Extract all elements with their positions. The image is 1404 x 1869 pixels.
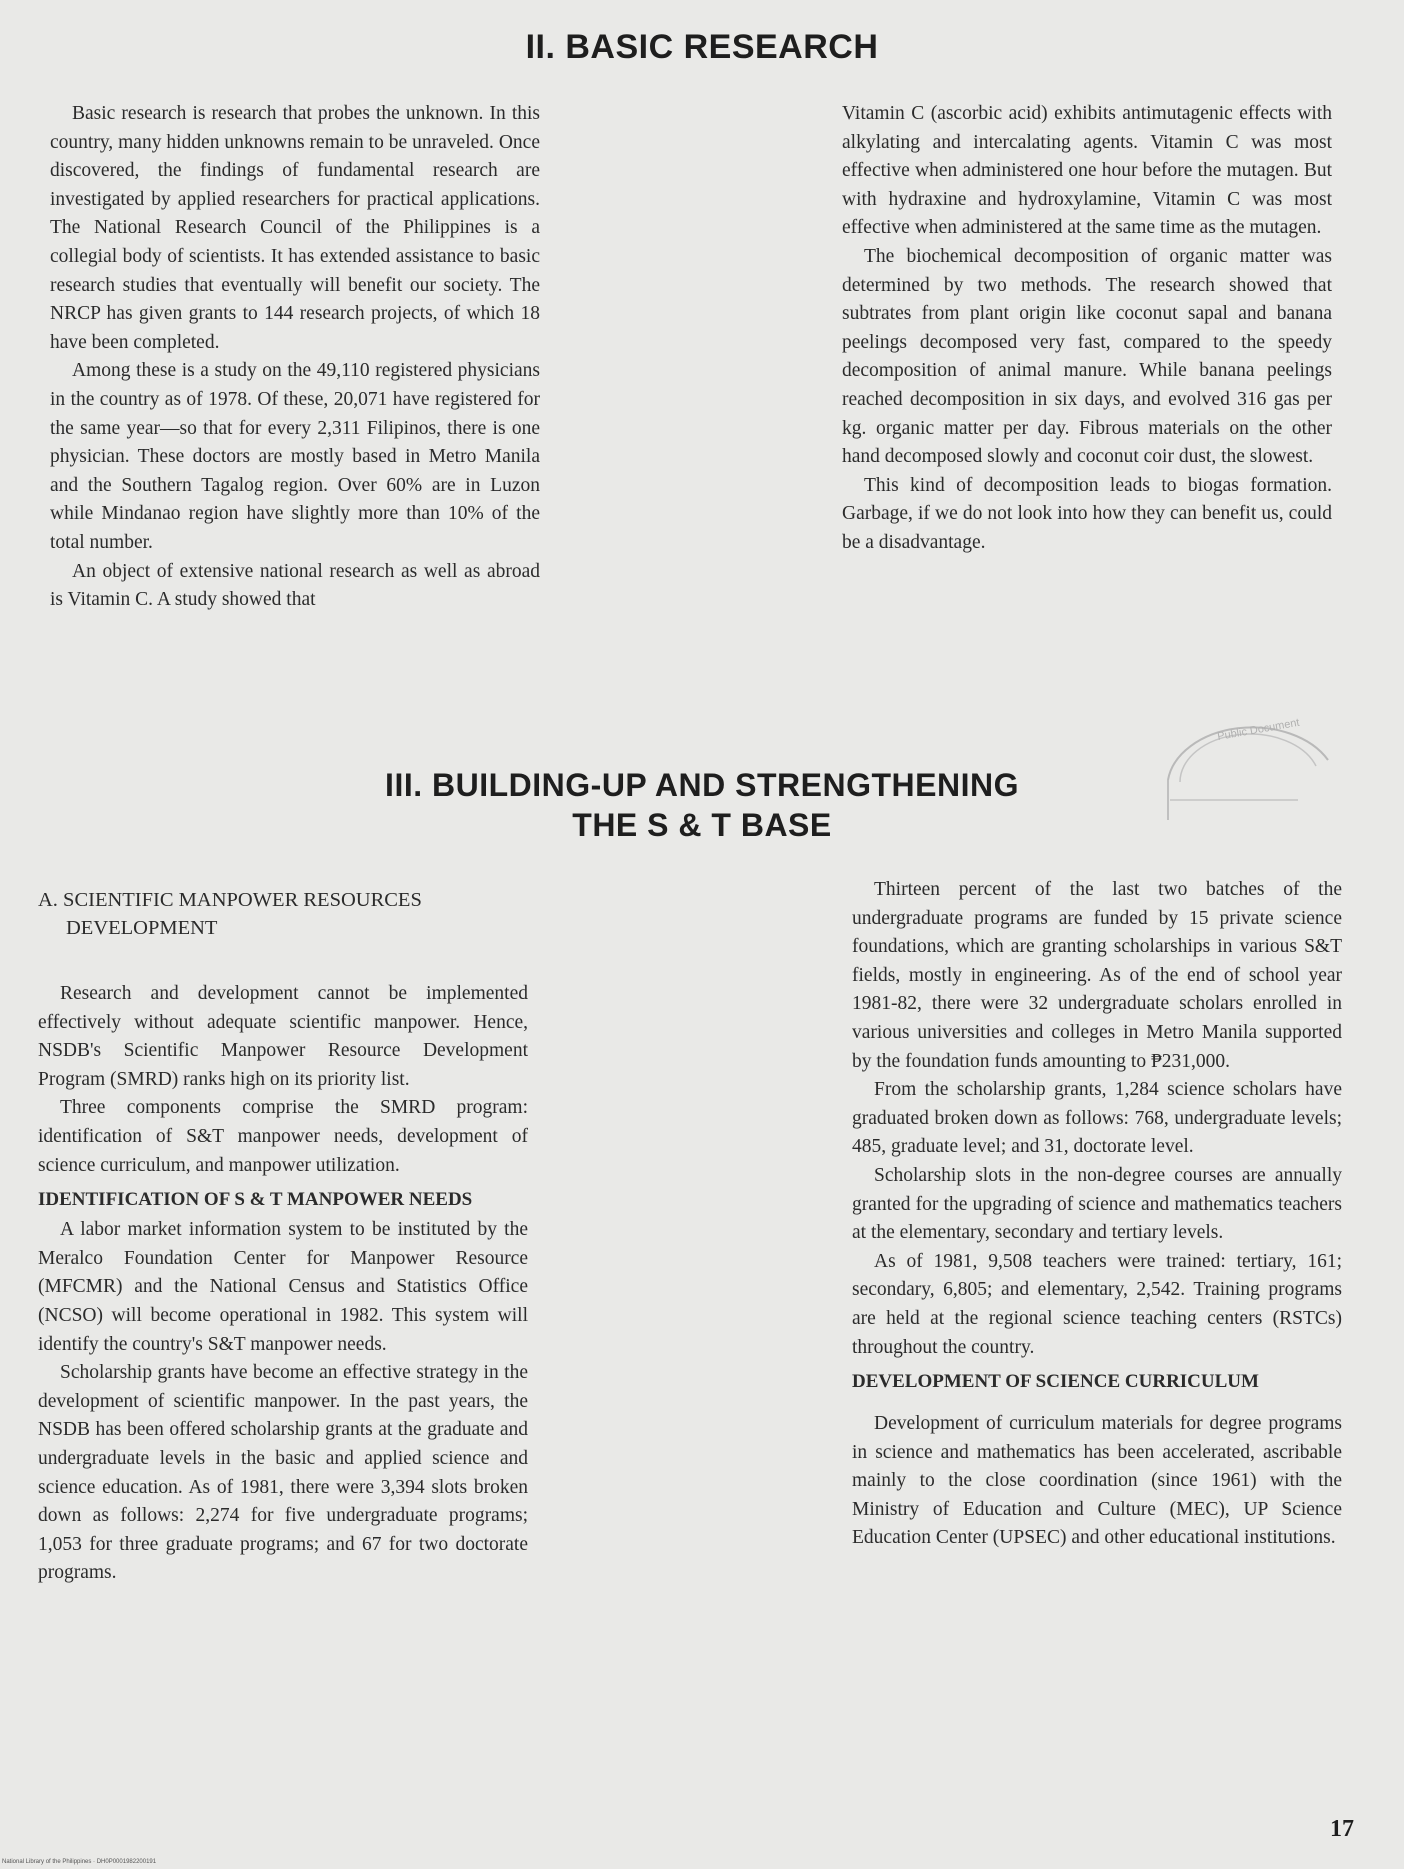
subsection-title-line-2: DEVELOPMENT (66, 917, 218, 939)
page-number: 17 (1330, 1816, 1354, 1842)
paragraph: An object of extensive national research as well as abroad is Vitamin C. A study showed that (50, 560, 540, 611)
building-up-left-column (38, 886, 528, 1588)
subsection-title-line-1: A. SCIENTIFIC MANPOWER RESOURCES (38, 889, 422, 911)
heading-line-1: III. BUILDING-UP AND STRENGTHENING (385, 767, 1019, 803)
paragraph: From the scholarship grants, 1,284 science scholars have graduated broken down as follows: 768, undergraduate levels; 485, graduate level; and 31, doctorate level. (852, 1079, 1342, 1158)
footer-watermark: National Library of the Philippines · DH0P0001982200191 (2, 1859, 157, 1865)
paragraph: As of 1981, 9,508 teachers were trained: tertiary, 161; secondary, 6,805; and elementary, 2,542. Training programs are held at the regional science teaching centers (RSTCs) throughout the country. (852, 1250, 1342, 1358)
paragraph: Scholarship slots in the non-degree courses are annually granted for the upgrading of science and mathematics teachers at the elementary, secondary and tertiary levels. (852, 1164, 1342, 1244)
building-up-heading (0, 765, 1404, 845)
stamp-text: Public Document (1216, 716, 1301, 743)
curriculum-heading: DEVELOPMENT OF SCIENCE CURRICULUM (852, 1371, 1259, 1393)
paragraph: The biochemical decomposition of organic matter was determined by two methods. The research showed that subtrates from plant origin like coconut sapal and banana peelings decomposed very fast, compared to the speedy decomposition of animal manure. While banana peelings reached decomposition in six days, and evolved 316 gas per kg. organic matter per day. Fibrous materials on the other hand decomposed slowly and coconut coir dust, the slowest. (842, 245, 1332, 468)
paragraph: Thirteen percent of the last two batches of the undergraduate programs are funded by 15 private science foundations, which are granting scholarships in various S&T fields, mostly in engineering. As of the end of school year 1981-82, there were 32 undergraduate scholars enrolled in various universities and colleges in Metro Manila supported by the foundation funds amounting to ₱231,000. (852, 879, 1342, 1072)
subsection-title (38, 886, 528, 942)
identification-heading: IDENTIFICATION OF S & T MANPOWER NEEDS (38, 1189, 473, 1211)
paragraph: This kind of decomposition leads to biogas formation. Garbage, if we do not look into how they can benefit us, could be a disadvantage. (842, 474, 1332, 553)
paragraph: Three components comprise the SMRD program: identification of S&T manpower needs, development of science curriculum, and manpower utilization. (38, 1097, 528, 1176)
paragraph: Basic research is research that probes the unknown. In this country, many hidden unknowns remain to be unraveled. Once discovered, the findings of fundamental research are investigated by applied researchers for practical applications. The National Research Council of the Philippines is a collegial body of scientists. It has extended assistance to basic research studies that eventually will benefit our society. The NRCP has given grants to 144 research projects, of which 18 have been completed. (50, 103, 540, 353)
paragraph: Vitamin C (ascorbic acid) exhibits antimutagenic effects with alkylating and intercalating agents. Vitamin C was most effective when administered one hour before the mutagen. But with hydraxine and hydroxylamine, Vitamin C was most effective when administered at the same time as the mutagen. (842, 103, 1332, 239)
paragraph: Scholarship grants have become an effective strategy in the development of scientific manpower. In the past years, the NSDB has been offered scholarship grants at the graduate and undergraduate levels in the basic and applied science and science education. As of 1981, there were 3,394 slots broken down as follows: 2,274 for five undergraduate programs; 1,053 for three graduate programs; and 67 for two doctorate programs. (38, 1362, 528, 1584)
paragraph: Research and development cannot be implemented effectively without adequate scientific manpower. Hence, NSDB's Scientific Manpower Resource Development Program (SMRD) ranks high on its priority list. (38, 983, 528, 1090)
paragraph: Development of curriculum materials for degree programs in science and mathematics has been accelerated, ascribable mainly to the close coordination (since 1961) with the Ministry of Education and Culture (MEC), UP Science Education Center (UPSEC) and other educational institutions. (852, 1413, 1342, 1549)
paragraph: Among these is a study on the 49,110 registered physicians in the country as of 1978. Of these, 20,071 have registered for the same year—so that for every 2,311 Filipinos, there is one physician. These doctors are mostly based in Metro Manila and the Southern Tagalog region. Over 60% are in Luzon while Mindanao region have slightly more than 10% of the total number. (50, 360, 540, 553)
basic-research-left-column (50, 100, 540, 615)
basic-research-right-column (842, 100, 1332, 558)
paragraph: A labor market information system to be instituted by the Meralco Foundation Center for Manpower Resource (MFCMR) and the National Census and Statistics Office (NCSO) will become operational in 1982. This system will identify the country's S&T manpower needs. (38, 1219, 528, 1355)
basic-research-heading: II. BASIC RESEARCH (525, 28, 879, 66)
building-up-right-column (852, 876, 1342, 1553)
heading-line-2: THE S & T BASE (572, 807, 832, 843)
